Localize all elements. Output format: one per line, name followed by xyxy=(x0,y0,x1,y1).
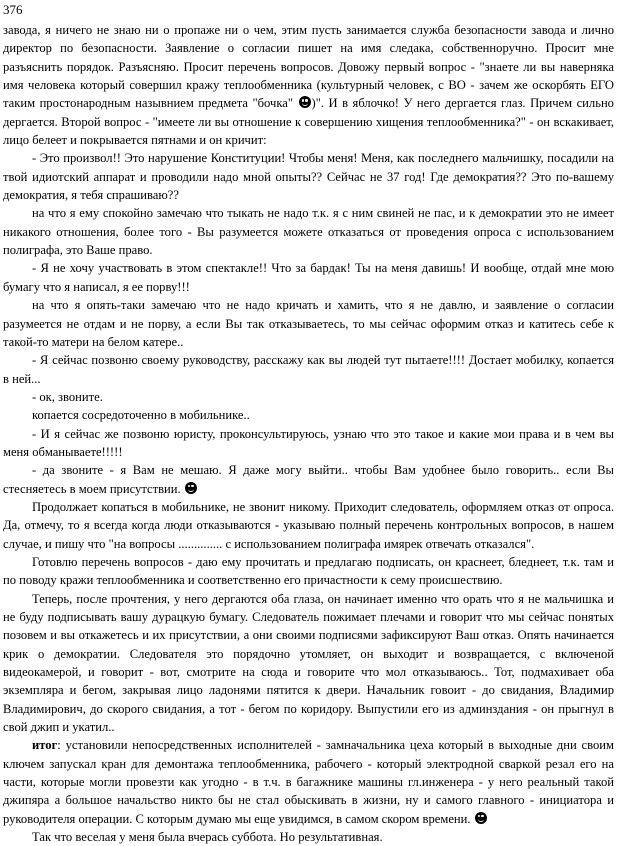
paragraph xyxy=(3,21,614,149)
smiley-icon xyxy=(475,812,487,824)
smiley-icon xyxy=(185,482,197,494)
bold-lead: итог xyxy=(32,738,58,753)
paragraph: Так что веселая у меня была вчерась суббота. Но результативная. xyxy=(32,830,383,845)
paragraph-text: )". И в яблочко! У него дергается глаз. Причем сильно дергается. Второй вопрос - "имеете ли вы отношение к совершению хищения теплообменника?" - он вскакивает, лицо белеет и покрывается пятнами и он кричит: xyxy=(3,96,614,148)
paragraph-text: завода, я ничего не знаю ни о пропаже ни о чем, этим пусть занимается служба безопасности завода и лично директор по безопасности. Заявление о согласии пишет на имя следака, собственноручно. Просит мне разъяснить порядок. Разъясняю. Просит перечень вопросов. Довожу первый вопрос - "знаете ли вы наверняка имя человека который совершил кражу теплообменника (культурный человек, с ВО - зачем же оскорбять ЕГО таким простонародным назывнием предмета "бочка" xyxy=(3,23,614,111)
paragraph: на что я ему спокойно замечаю что тыкать не надо т.к. я с ним свиней не пас, и к демократии это не имеет никакого отношения, более того - Вы разумеется можете отказаться от проведения опроса с использованием полиграфа, это Ваше право. xyxy=(3,206,614,258)
page-body xyxy=(3,21,614,846)
paragraph xyxy=(3,736,614,828)
paragraph: - Это произвол!! Это нарушение Конституции! Чтобы меня! Меня, как последнего мальчишку, посадили на твой идиотский аппарат и проводили надо мной опыты?? Сейчас не 37 год! Где демократия?? Это по-вашему демократия, я тебя спрашиваю?? xyxy=(3,151,614,203)
paragraph: - И я сейчас же позвоню юристу, проконсультируюсь, узнаю что это такое и какие мои права и в чем вы меня обманываете!!!!! xyxy=(3,426,614,459)
paragraph: - Я сейчас позвоню своему руководству, расскажу как вы людей тут пытаете!!!! Достает мобилку, копается в ней... xyxy=(3,353,614,386)
smiley-icon xyxy=(299,96,311,108)
paragraph: копается сосредоточенно в мобильнике.. xyxy=(32,408,250,423)
paragraph: - ок, звоните. xyxy=(32,389,103,404)
paragraph: на что я опять-таки замечаю что не надо кричать и хамить, что я не давлю, и заявление о согласии разумеется не отдам и не порву, а если Вы так отказываетесь, то мы сейчас оформим отказ и катитесь себе к такой-то матери на белом катере.. xyxy=(3,298,614,349)
paragraph: - Я не хочу участвовать в этом спектакле!! Что за бардак! Ты на меня давишь! И вообще, отдай мне мою бумагу что я написал, я ее порву!!! xyxy=(3,261,614,294)
paragraph-text: - да звоните - я Вам не мешаю. Я даже могу выйти.. чтобы Вам удобнее было говорить.. если Вы стесняетесь в моем присутствии. xyxy=(3,463,614,496)
paragraph: Продолжает копаться в мобильнике, не звонит никому. Приходит следователь, оформляем отказ от опроса. Да, отмечу, то я всегда когда люди отказываются - указываю полный перечень контрольных вопросов, в нашем случае, и пишу что "на вопросы .............. с использованием полиграфа имярек отвечать отказался". xyxy=(3,499,614,551)
paragraph: Теперь, после прочтения, у него дергаются оба глаза, он начинает именно что орать что я не мальчишка и не буду подписывать вашу дурацкую бумагу. Следователь пожимает плечами и говорит что мы сейчас понятых позовем и вы откажетесь и их присутствии, а они своими подписями зафиксируют Ваш отказ. Опять начинается крик о демократии. Следователя это порядочно утомляет, он выходит и возвращается, с включеной видеокамерой, и говорит - вот, смотрите на сюда и говорите что мол отказываюсь.. Тот, подмахивает оба экземпляра и бегом, закрывая лицо ладонями пятится к двери. Начальник говоит - до свидания, Владимир Владимирович, до скорого свидания, а тот - бегом по коридору. Выпустили его из админздания - он прыгнул в свой джип и укатил.. xyxy=(3,591,614,735)
paragraph-text: : установили непосредственных исполнителей - замначальника цеха который в выходные дни своим ключем запускал кран для демонтажа теплообменника, рабочего - который электродной сваркой резал его на части, которые могли провезти как угодно - в т.ч. в багажнике машины гл.инженера - у него реальный такой джипяра а большое начальство никто бы не стал обыскивать в жизни, ну и самого главного - инициатора и руководителя операции. С которым думаю мы еще увидимся, в самом скором времени. xyxy=(3,738,614,826)
paragraph xyxy=(3,461,614,498)
paragraph: Готовлю перечень вопросов - даю ему прочитать и предлагаю подписать, он краснеет, бледнеет, т.к. там и по поводу кражи теплообменника и соответственно его причастности к сему происшествию. xyxy=(3,554,614,588)
page-number: 376 xyxy=(3,2,23,17)
